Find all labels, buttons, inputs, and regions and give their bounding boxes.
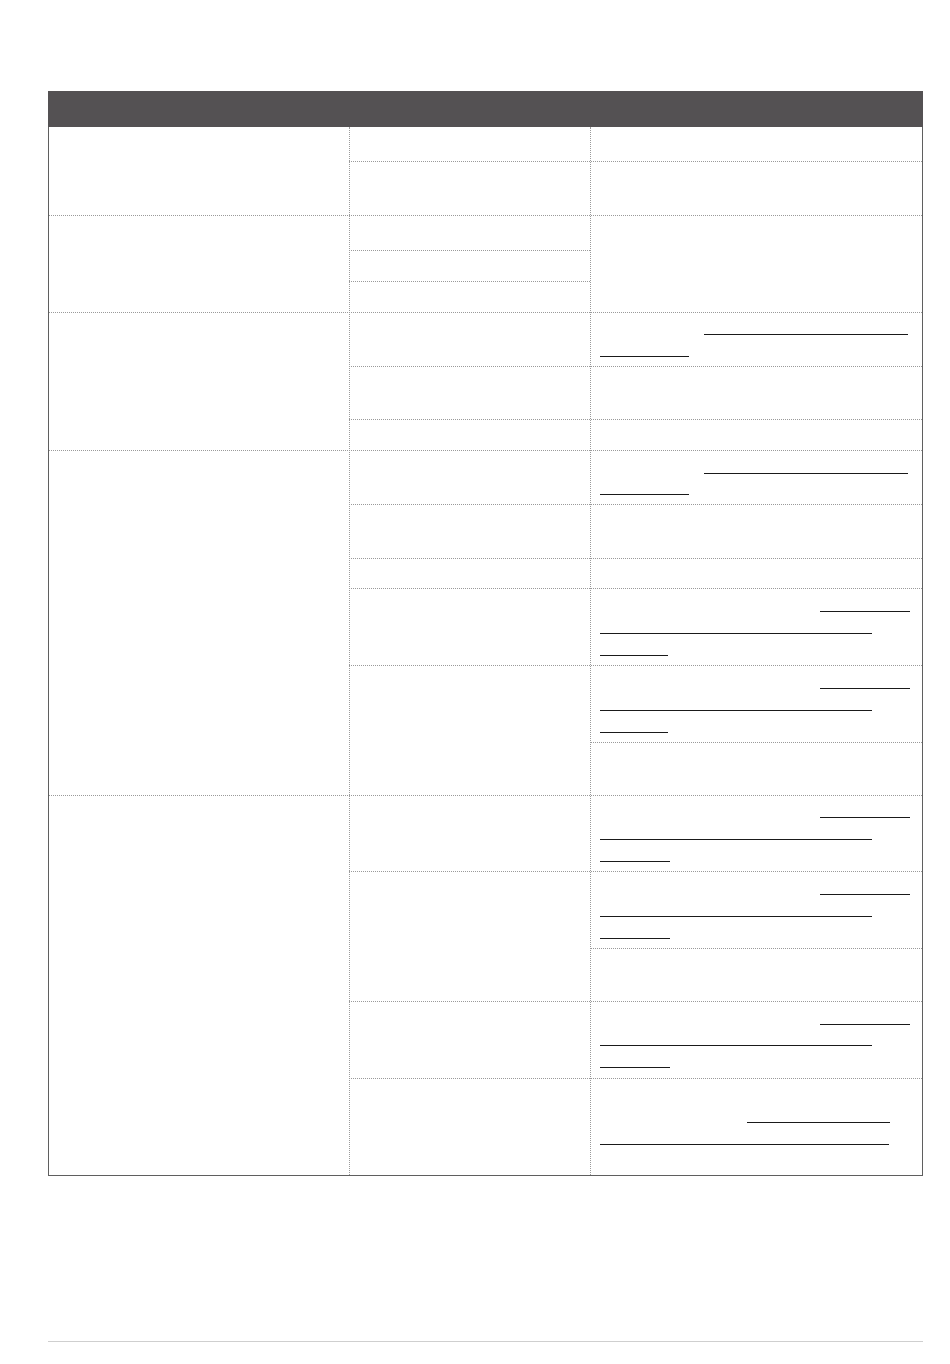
reference-link[interactable] xyxy=(600,861,670,862)
reference-table xyxy=(48,91,923,1176)
column-divider xyxy=(349,127,350,1175)
reference-link[interactable] xyxy=(820,817,910,818)
row-divider xyxy=(349,871,922,872)
reference-link[interactable] xyxy=(600,655,668,656)
reference-link[interactable] xyxy=(704,473,908,474)
reference-link[interactable] xyxy=(600,1144,889,1145)
reference-link[interactable] xyxy=(600,732,668,733)
reference-link[interactable] xyxy=(600,938,670,939)
row-divider xyxy=(349,250,590,251)
row-divider xyxy=(349,558,922,559)
row-divider xyxy=(349,588,922,589)
group-divider xyxy=(49,312,922,313)
reference-link[interactable] xyxy=(704,334,908,335)
row-divider xyxy=(349,504,922,505)
reference-link[interactable] xyxy=(600,1045,872,1046)
row-divider xyxy=(349,419,922,420)
table-header xyxy=(48,91,923,127)
row-divider xyxy=(349,1001,922,1002)
reference-link[interactable] xyxy=(600,839,872,840)
row-divider xyxy=(349,366,922,367)
group-divider xyxy=(49,450,922,451)
reference-link[interactable] xyxy=(600,1067,670,1068)
row-divider xyxy=(349,281,590,282)
reference-link[interactable] xyxy=(820,1024,910,1025)
reference-link[interactable] xyxy=(600,356,689,357)
reference-link[interactable] xyxy=(747,1122,890,1123)
group-divider xyxy=(49,215,922,216)
reference-link[interactable] xyxy=(820,611,910,612)
group-divider xyxy=(49,795,922,796)
reference-link[interactable] xyxy=(600,494,689,495)
reference-link[interactable] xyxy=(600,633,872,634)
footer-divider xyxy=(48,1341,923,1342)
reference-link[interactable] xyxy=(820,894,910,895)
row-divider xyxy=(349,1078,922,1079)
row-divider xyxy=(349,665,922,666)
row-divider xyxy=(349,161,922,162)
row-divider xyxy=(590,948,922,949)
column-divider xyxy=(590,127,591,1175)
reference-link[interactable] xyxy=(820,688,910,689)
reference-link[interactable] xyxy=(600,916,872,917)
row-divider xyxy=(590,742,922,743)
reference-link[interactable] xyxy=(600,710,872,711)
